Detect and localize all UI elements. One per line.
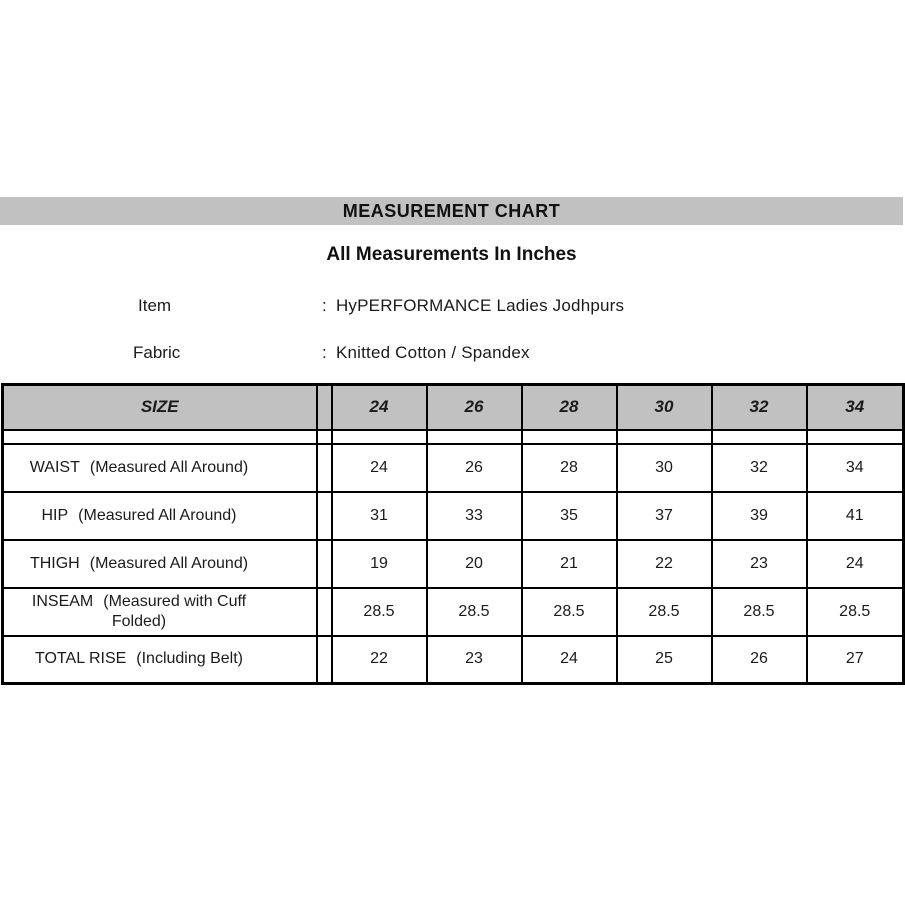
value-cell: 32 [712,444,807,492]
row-label-cell [3,636,317,684]
row-label-cell [3,588,317,636]
value-cell: 21 [522,540,617,588]
value-cell: 33 [427,492,522,540]
row-label: TOTAL RISE [35,650,127,668]
empty-cell [3,430,317,444]
row-label-cell [3,492,317,540]
value-cell: 39 [712,492,807,540]
table-header-row [3,385,904,430]
size-col-header: 26 [427,385,522,430]
page-title: MEASUREMENT CHART [342,200,561,221]
size-header-cell: SIZE [3,385,317,430]
row-label: INSEAM [31,592,94,610]
value-cell: 23 [712,540,807,588]
item-value-line [322,296,624,316]
spacer-cell [317,492,332,540]
table-row-total-rise [3,636,904,684]
title-band [0,197,903,225]
item-label: Item [138,296,172,315]
spacer-cell [317,444,332,492]
value-cell: 27 [807,636,904,684]
value-cell: 22 [332,636,427,684]
row-note: (Measured All Around) [78,506,237,524]
table-row-thigh [3,540,904,588]
spacer-header-cell [317,385,332,430]
value-cell: 30 [617,444,712,492]
row-note: (Including Belt) [136,650,243,668]
value-cell: 26 [712,636,807,684]
row-label-cell [3,540,317,588]
row-label: HIP [41,506,69,524]
spacer-row [3,430,904,444]
value-cell: 24 [332,444,427,492]
empty-cell [522,430,617,444]
value-cell: 31 [332,492,427,540]
value-cell: 28 [522,444,617,492]
row-note: (Measured All Around) [89,458,249,476]
value-cell: 24 [522,636,617,684]
value-cell: 19 [332,540,427,588]
empty-cell [712,430,807,444]
empty-cell [332,430,427,444]
value-cell: 28.5 [807,588,904,636]
size-col-header: 34 [807,385,904,430]
table-row-hip [3,492,904,540]
spacer-cell [317,540,332,588]
fabric-value: Knitted Cotton / Spandex [335,343,530,362]
row-label-cell [3,444,317,492]
spacer-cell [317,636,332,684]
row-label: THIGH [29,554,80,572]
size-col-header: 32 [712,385,807,430]
empty-cell [317,430,332,444]
value-cell: 28.5 [617,588,712,636]
table-row-waist [3,444,904,492]
value-cell: 28.5 [332,588,427,636]
empty-cell [807,430,904,444]
value-cell: 23 [427,636,522,684]
size-col-header: 24 [332,385,427,430]
subtitle: All Measurements In Inches [326,244,577,265]
fabric-value-line [322,343,530,363]
item-value: HyPERFORMANCE Ladies Jodhpurs [335,296,625,315]
value-cell: 26 [427,444,522,492]
value-cell: 41 [807,492,904,540]
value-cell: 28.5 [427,588,522,636]
value-cell: 34 [807,444,904,492]
fabric-label: Fabric [133,343,181,362]
row-note: (Measured with Cuff Folded) [103,592,247,630]
fabric-colon: : [322,343,327,362]
size-col-header: 30 [617,385,712,430]
row-label: WAIST [29,458,80,476]
item-colon: : [322,296,327,315]
value-cell: 20 [427,540,522,588]
table-row-inseam [3,588,904,636]
value-cell: 37 [617,492,712,540]
value-cell: 24 [807,540,904,588]
value-cell: 22 [617,540,712,588]
measurement-table [1,383,905,685]
value-cell: 28.5 [522,588,617,636]
value-cell: 35 [522,492,617,540]
row-note: (Measured All Around) [89,554,249,572]
empty-cell [427,430,522,444]
size-col-header: 28 [522,385,617,430]
empty-cell [617,430,712,444]
spacer-cell [317,588,332,636]
value-cell: 25 [617,636,712,684]
value-cell: 28.5 [712,588,807,636]
